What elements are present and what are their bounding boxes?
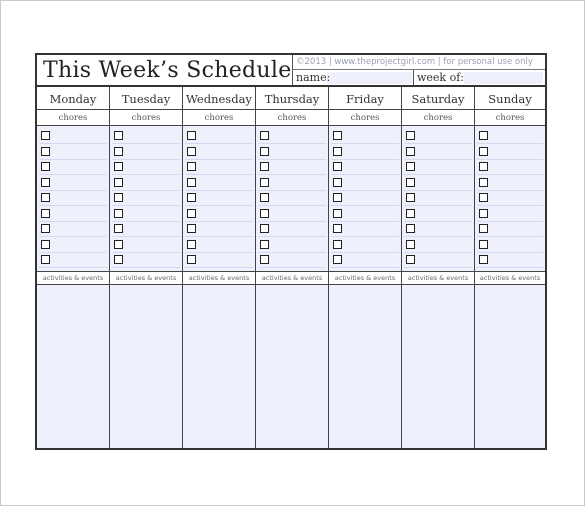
chore-row[interactable] [331, 190, 399, 206]
chore-row[interactable] [258, 206, 326, 222]
chore-checkbox[interactable] [114, 178, 123, 187]
name-field[interactable] [293, 70, 414, 85]
days-grid [37, 87, 545, 448]
chore-row[interactable] [185, 252, 253, 268]
chore-checkbox[interactable] [114, 131, 123, 140]
chore-row[interactable] [477, 252, 543, 268]
chore-row[interactable] [112, 206, 180, 222]
chore-checkbox[interactable] [187, 209, 196, 218]
chore-row[interactable] [112, 252, 180, 268]
chore-row[interactable] [258, 128, 326, 144]
chore-checkbox[interactable] [333, 131, 342, 140]
chore-row[interactable] [112, 221, 180, 237]
chores-label: chores [256, 110, 328, 126]
chores-list [183, 126, 255, 271]
chore-checkbox[interactable] [41, 178, 50, 187]
chores-list [37, 126, 109, 271]
chore-row[interactable] [185, 128, 253, 144]
chore-row[interactable] [331, 175, 399, 191]
chore-row[interactable] [185, 175, 253, 191]
chore-row[interactable] [39, 175, 107, 191]
chore-checkbox[interactable] [114, 240, 123, 249]
chore-checkbox[interactable] [260, 255, 269, 264]
chore-checkbox[interactable] [114, 224, 123, 233]
chores-label: chores [37, 110, 109, 126]
chores-list [110, 126, 182, 271]
chore-checkbox[interactable] [406, 255, 415, 264]
chore-checkbox[interactable] [41, 147, 50, 156]
chore-checkbox[interactable] [479, 240, 488, 249]
chore-row[interactable] [477, 237, 543, 253]
weekly-schedule-sheet [35, 53, 547, 450]
chore-checkbox[interactable] [479, 255, 488, 264]
chore-checkbox[interactable] [333, 147, 342, 156]
chore-row[interactable] [112, 237, 180, 253]
chore-checkbox[interactable] [406, 193, 415, 202]
day-column-saturday [402, 87, 475, 448]
chores-list [256, 126, 328, 271]
chore-row[interactable] [404, 237, 472, 253]
chore-row[interactable] [477, 128, 543, 144]
activities-area[interactable] [110, 285, 182, 448]
chore-row[interactable] [112, 128, 180, 144]
chore-checkbox[interactable] [406, 224, 415, 233]
chore-checkbox[interactable] [260, 131, 269, 140]
chore-checkbox[interactable] [406, 147, 415, 156]
chore-row[interactable] [258, 252, 326, 268]
chore-row[interactable] [404, 206, 472, 222]
chore-row[interactable] [39, 252, 107, 268]
activities-label: activities & events [329, 271, 401, 285]
chore-row[interactable] [331, 159, 399, 175]
chore-checkbox[interactable] [406, 240, 415, 249]
chore-row[interactable] [185, 237, 253, 253]
chores-label: chores [475, 110, 545, 126]
chore-checkbox[interactable] [406, 131, 415, 140]
chores-list [475, 126, 545, 271]
activities-label: activities & events [402, 271, 474, 285]
info-box [292, 55, 545, 85]
chore-row[interactable] [404, 221, 472, 237]
activities-area[interactable] [402, 285, 474, 448]
chore-checkbox[interactable] [41, 224, 50, 233]
activities-label: activities & events [183, 271, 255, 285]
chores-label: chores [329, 110, 401, 126]
day-heading: Monday [37, 87, 109, 110]
day-column-monday [37, 87, 110, 448]
chores-label: chores [183, 110, 255, 126]
chore-row[interactable] [258, 144, 326, 160]
chore-checkbox[interactable] [479, 209, 488, 218]
chore-checkbox[interactable] [41, 209, 50, 218]
chore-checkbox[interactable] [333, 224, 342, 233]
week-of-label: week of: [417, 71, 464, 84]
chore-row[interactable] [185, 190, 253, 206]
chore-checkbox[interactable] [187, 193, 196, 202]
name-input-area[interactable] [327, 72, 412, 84]
chore-row[interactable] [258, 221, 326, 237]
chore-checkbox[interactable] [333, 193, 342, 202]
chore-row[interactable] [331, 237, 399, 253]
chore-checkbox[interactable] [114, 162, 123, 171]
chore-checkbox[interactable] [333, 162, 342, 171]
chores-label: chores [110, 110, 182, 126]
chore-row[interactable] [477, 144, 543, 160]
chore-checkbox[interactable] [406, 209, 415, 218]
chore-row[interactable] [185, 144, 253, 160]
chore-row[interactable] [185, 159, 253, 175]
chore-row[interactable] [39, 206, 107, 222]
activities-area[interactable] [37, 285, 109, 448]
chore-checkbox[interactable] [260, 209, 269, 218]
chore-checkbox[interactable] [114, 255, 123, 264]
chore-checkbox[interactable] [333, 255, 342, 264]
activities-area[interactable] [256, 285, 328, 448]
chore-checkbox[interactable] [260, 240, 269, 249]
chore-row[interactable] [112, 144, 180, 160]
day-column-wednesday [183, 87, 256, 448]
chores-label: chores [402, 110, 474, 126]
day-heading: Wednesday [183, 87, 255, 110]
day-column-thursday [256, 87, 329, 448]
chore-row[interactable] [331, 252, 399, 268]
day-heading: Thursday [256, 87, 328, 110]
chore-checkbox[interactable] [479, 224, 488, 233]
chore-checkbox[interactable] [333, 240, 342, 249]
chore-row[interactable] [185, 206, 253, 222]
chore-checkbox[interactable] [260, 162, 269, 171]
chore-row[interactable] [39, 221, 107, 237]
activities-area[interactable] [183, 285, 255, 448]
chore-row[interactable] [185, 221, 253, 237]
chores-list [402, 126, 474, 271]
chore-row[interactable] [477, 221, 543, 237]
chore-row[interactable] [258, 175, 326, 191]
chore-checkbox[interactable] [333, 209, 342, 218]
activities-label: activities & events [475, 271, 545, 285]
chore-row[interactable] [404, 144, 472, 160]
schedule-header [37, 55, 545, 87]
chore-checkbox[interactable] [479, 162, 488, 171]
chore-checkbox[interactable] [187, 147, 196, 156]
day-column-tuesday [110, 87, 183, 448]
chore-checkbox[interactable] [479, 193, 488, 202]
day-column-sunday [475, 87, 545, 448]
schedule-title: This Week’s Schedule [43, 58, 292, 83]
activities-area[interactable] [329, 285, 401, 448]
chore-row[interactable] [477, 159, 543, 175]
chore-row[interactable] [39, 190, 107, 206]
chore-row[interactable] [331, 144, 399, 160]
chore-checkbox[interactable] [41, 193, 50, 202]
chore-checkbox[interactable] [479, 178, 488, 187]
chore-row[interactable] [258, 190, 326, 206]
chore-row[interactable] [404, 128, 472, 144]
chore-checkbox[interactable] [260, 224, 269, 233]
chore-row[interactable] [404, 159, 472, 175]
chore-row[interactable] [477, 175, 543, 191]
chore-checkbox[interactable] [406, 162, 415, 171]
chore-row[interactable] [404, 190, 472, 206]
chore-checkbox[interactable] [260, 147, 269, 156]
chore-row[interactable] [404, 175, 472, 191]
day-heading: Sunday [475, 87, 545, 110]
chore-checkbox[interactable] [187, 162, 196, 171]
chore-row[interactable] [404, 252, 472, 268]
chore-checkbox[interactable] [41, 131, 50, 140]
chore-row[interactable] [39, 128, 107, 144]
chore-checkbox[interactable] [479, 147, 488, 156]
chore-checkbox[interactable] [41, 162, 50, 171]
activities-label: activities & events [110, 271, 182, 285]
chore-checkbox[interactable] [187, 178, 196, 187]
chore-row[interactable] [112, 159, 180, 175]
chores-list [329, 126, 401, 271]
chore-row[interactable] [331, 221, 399, 237]
chore-row[interactable] [39, 159, 107, 175]
chore-checkbox[interactable] [114, 193, 123, 202]
chore-row[interactable] [39, 144, 107, 160]
chore-checkbox[interactable] [41, 240, 50, 249]
chore-checkbox[interactable] [406, 178, 415, 187]
chore-checkbox[interactable] [260, 193, 269, 202]
chore-row[interactable] [112, 190, 180, 206]
day-heading: Saturday [402, 87, 474, 110]
chore-checkbox[interactable] [187, 240, 196, 249]
chore-row[interactable] [331, 128, 399, 144]
week-of-field[interactable] [414, 70, 545, 85]
chore-checkbox[interactable] [260, 178, 269, 187]
chore-row[interactable] [112, 175, 180, 191]
chore-row[interactable] [331, 206, 399, 222]
day-column-friday [329, 87, 402, 448]
chore-checkbox[interactable] [114, 147, 123, 156]
chore-checkbox[interactable] [114, 209, 123, 218]
chore-checkbox[interactable] [41, 255, 50, 264]
chore-checkbox[interactable] [333, 178, 342, 187]
chore-checkbox[interactable] [187, 224, 196, 233]
chore-row[interactable] [258, 159, 326, 175]
copyright-credit: ©2013 | www.theprojectgirl.com | for personal use only [293, 55, 545, 70]
chore-checkbox[interactable] [187, 255, 196, 264]
name-label: name: [296, 71, 331, 84]
chore-row[interactable] [477, 206, 543, 222]
chore-row[interactable] [39, 237, 107, 253]
activities-label: activities & events [256, 271, 328, 285]
week-of-input-area[interactable] [464, 72, 543, 84]
chore-checkbox[interactable] [187, 131, 196, 140]
activities-label: activities & events [37, 271, 109, 285]
day-heading: Tuesday [110, 87, 182, 110]
day-heading: Friday [329, 87, 401, 110]
chore-row[interactable] [477, 190, 543, 206]
chore-checkbox[interactable] [479, 131, 488, 140]
activities-area[interactable] [475, 285, 545, 448]
chore-row[interactable] [258, 237, 326, 253]
